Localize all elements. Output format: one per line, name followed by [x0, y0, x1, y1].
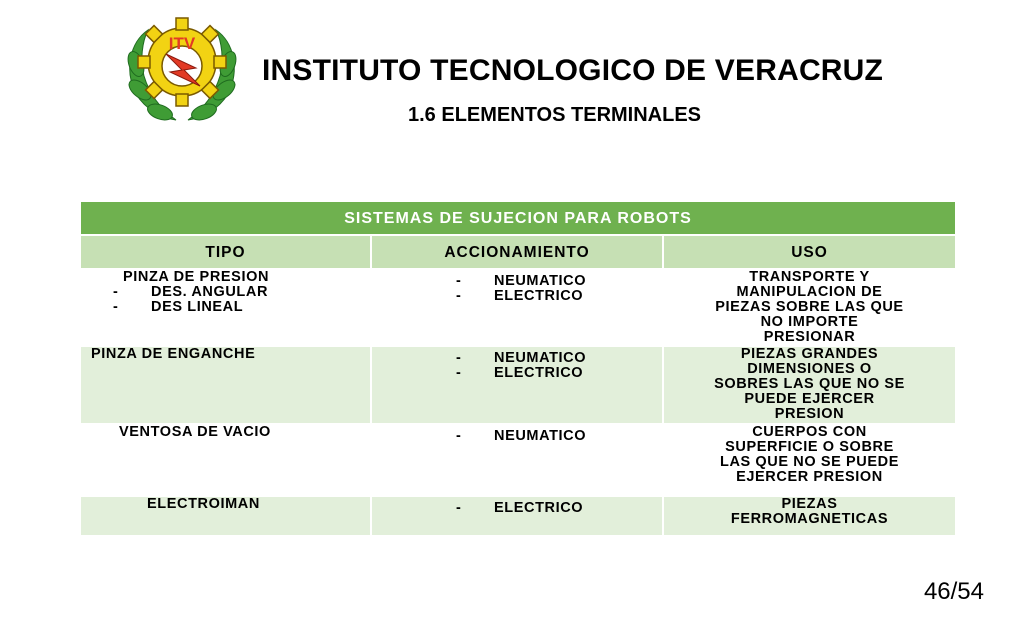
uso-cell: CUERPOS CON SUPERFICIE O SOBRE LAS QUE NO SE PUEDE EJERCER PRESION: [663, 424, 956, 496]
tipo-cell: [80, 346, 371, 424]
tipo-cell: [80, 269, 371, 346]
accionamiento-item: - NEUMATICO: [456, 350, 587, 366]
column-header-accionamiento: ACCIONAMIENTO: [371, 235, 663, 269]
tipo-label: PINZA DE ENGANCHE: [91, 346, 256, 362]
tipo-label: PINZA DE PRESION: [123, 269, 270, 285]
table-row: [80, 496, 956, 536]
uso-cell: TRANSPORTE Y MANIPULACION DE PIEZAS SOBRE LAS QUE NO IMPORTE PRESIONAR: [663, 269, 956, 346]
column-header-uso: USO: [663, 235, 956, 269]
uso-cell: PIEZAS FERROMAGNETICAS: [663, 496, 956, 536]
tipo-cell: [80, 424, 371, 496]
tipo-subitem: - DES LINEAL: [113, 299, 244, 315]
tipo-label: ELECTROIMAN: [147, 496, 260, 512]
accionamiento-cell: [371, 269, 663, 346]
accionamiento-item: - NEUMATICO: [456, 428, 587, 444]
tipo-cell: [80, 496, 371, 536]
uso-cell: PIEZAS GRANDES DIMENSIONES O SOBRES LAS QUE NO SE PUEDE EJERCER PRESION: [663, 346, 956, 424]
table-row: [80, 424, 956, 496]
page-subtitle: 1.6 ELEMENTOS TERMINALES: [408, 104, 702, 126]
accionamiento-item: - ELECTRICO: [456, 500, 584, 516]
accionamiento-cell: [371, 424, 663, 496]
table-row: [80, 346, 956, 424]
page-indicator: 46/54: [923, 578, 984, 605]
svg-text:ITV: ITV: [168, 34, 196, 53]
accionamiento-item: - ELECTRICO: [456, 288, 584, 304]
accionamiento-cell: [371, 346, 663, 424]
accionamiento-cell: [371, 496, 663, 536]
itv-logo: [118, 12, 246, 128]
page-title: INSTITUTO TECNOLOGICO DE VERACRUZ: [262, 54, 884, 87]
sujecion-table: [79, 200, 957, 537]
table-caption: SISTEMAS DE SUJECION PARA ROBOTS: [80, 201, 956, 235]
accionamiento-item: - ELECTRICO: [456, 365, 584, 381]
tipo-subitem: - DES. ANGULAR: [113, 284, 269, 300]
accionamiento-item: - NEUMATICO: [456, 273, 587, 289]
column-header-tipo: TIPO: [80, 235, 371, 269]
table-row: [80, 269, 956, 346]
tipo-label: VENTOSA DE VACIO: [119, 424, 271, 440]
